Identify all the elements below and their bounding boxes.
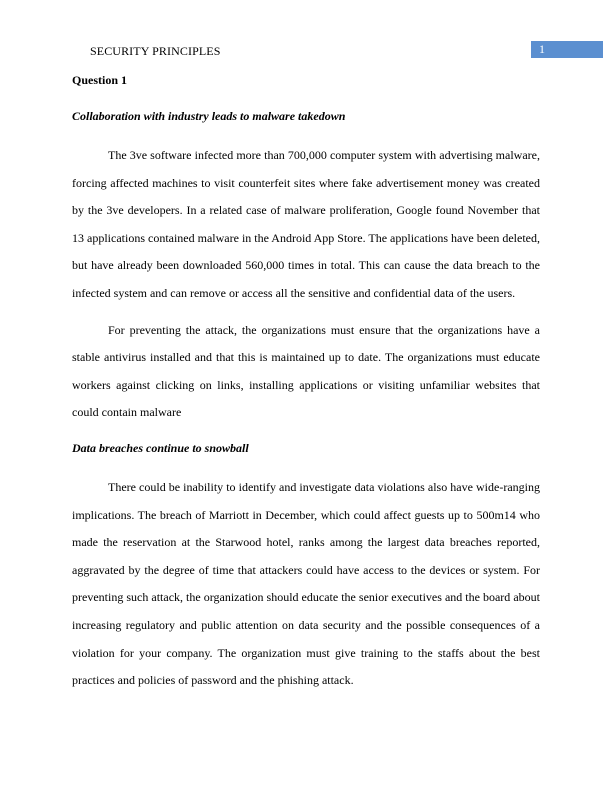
paragraph: For preventing the attack, the organizations must ensure that the organizations have a stable antivirus installed and that this is maintained up to date. The organizations must educate workers against clicking on links, installing applications or visiting unfamiliar websites that could contain malware [72,322,540,420]
paragraph: There could be inability to identify and investigate data violations also have wide-ranging implications. The breach of Marriott in December, which could affect guests up to 500m14 who made the reservation at the Starwood hotel, ranks among the largest data breaches reported, aggravated by the degree of time that attackers could have access to the devices or system. For preventing such attack, the organization should educate the senior executives and the board about increasing regulatory and public attention on data security and the possible consequences of a violation for your company. The organization must give training to the staffs about the best practices and policies of password and the phishing attack. [72,479,540,688]
question-title: Question 1 [72,73,128,87]
page-number-badge [531,41,603,58]
page-number: 1 [539,42,545,56]
section-heading-data-breaches: Data breaches continue to snowball [72,440,249,455]
running-head: SECURITY PRINCIPLES [90,44,221,58]
section-heading-malware-takedown: Collaboration with industry leads to malware takedown [72,109,346,123]
paragraph: The 3ve software infected more than 700,000 computer system with advertising malware, forcing affected machines to visit counterfeit sites where fake advertisement money was created by the 3ve developers. In a related case of malware proliferation, Google found November that 13 applications contained malware in the Android App Store. The applications have been deleted, but have already been downloaded 560,000 times in total. This can cause the data breach to the infected system and can remove or access all the sensitive and confidential data of the users. [72,148,540,300]
document-body [72,72,540,695]
